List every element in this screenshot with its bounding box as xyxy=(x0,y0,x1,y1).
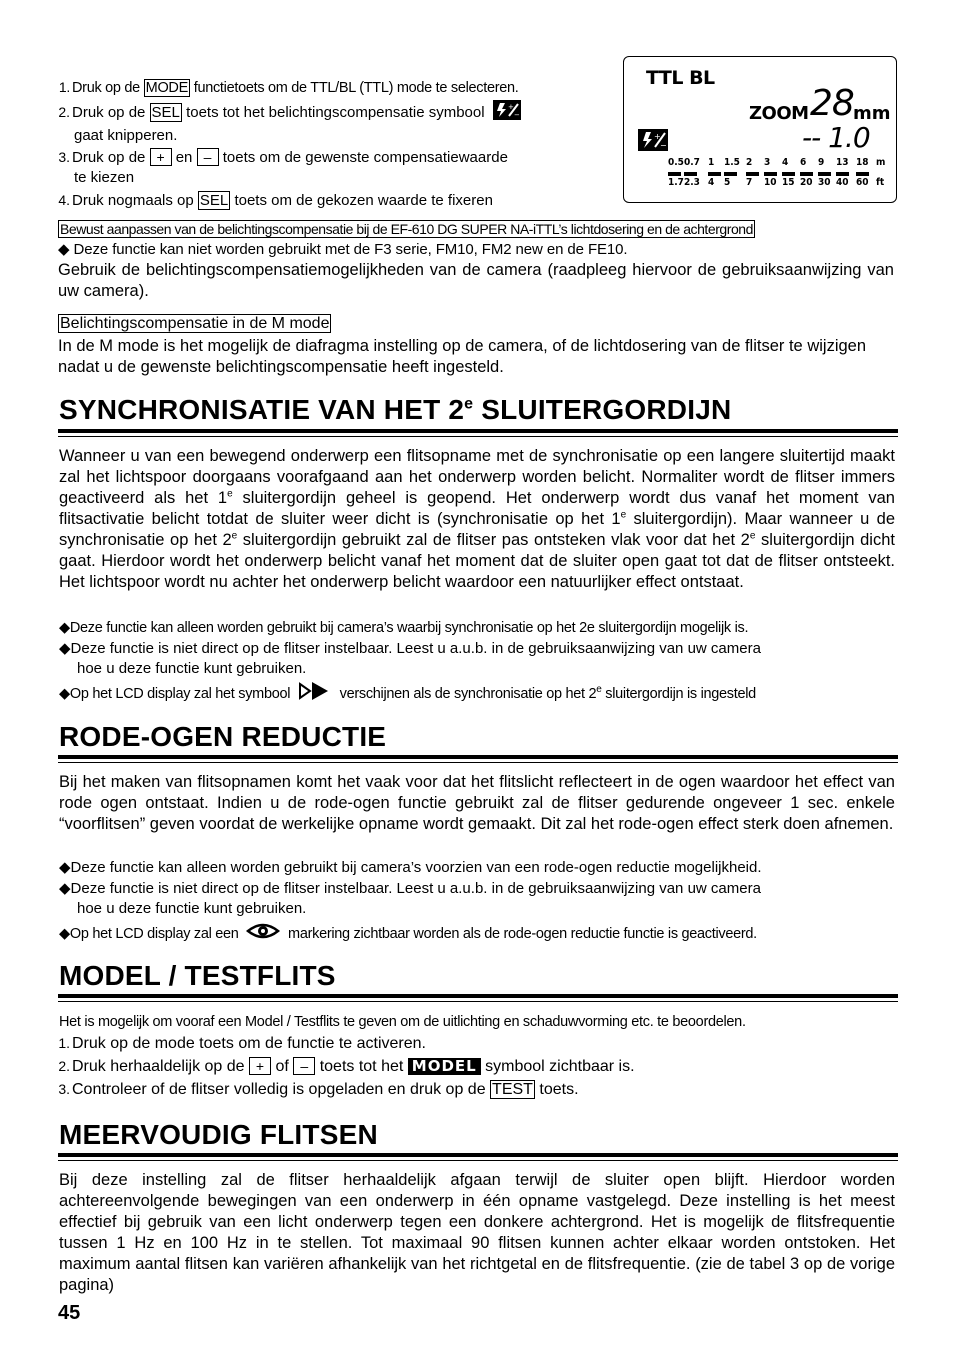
svg-text:−: − xyxy=(513,111,520,119)
section-rule-thin xyxy=(58,762,898,763)
model-step-2: 2. Druk herhaaldelijk op de + of – toets tot het MODEL symbool zichtbaar is. xyxy=(58,1057,635,1076)
step-2: 2. Druk op de SEL toets tot het belichtingscompensatie symbool + − gaat knipperen. xyxy=(56,100,616,146)
sync-bullet-3: ◆Op het LCD display zal het symbool verschijnen als de synchronisatie op het 2e sluitergordijn is ingesteld xyxy=(59,681,899,707)
lcd-flash-comp-icon xyxy=(638,129,668,156)
rear-curtain-sync-icon xyxy=(298,681,332,707)
lcd-scale-segment xyxy=(724,172,737,176)
test-key: TEST xyxy=(492,1081,533,1098)
lcd-scale-segment xyxy=(764,172,777,176)
lcd-scale-segment xyxy=(708,172,721,176)
step-3: 3. Druk op de + en – toets om de gewenste compensatiewaarde te kiezen xyxy=(58,149,508,186)
lcd-comp-value: -- 1.0 xyxy=(802,121,870,154)
sync-paragraph: Wanneer u van een bewegend onderwerp een flitsopname met de synchronisatie op een langere sluitertijd maakt zal het lichtspoor doorgaans voorafgaand aan het onderwerp worden belicht. Normaliter wordt de flitser immers geactiveerd als het 1e sluitergordijn geheel is geopend. Het onderwerp wordt dus vanaf het moment van flitsactivatie belicht totdat de sluiter weer dicht is (synchronisatie op het 1e sluitergordijn). Maar wanneer u de synchronisatie op het 2e sluitergordijn gebruikt zal de flitser pas ontsteken vlak voor dat het 2e sluitergordijn dicht gaat. Hierdoor wordt het onderwerp belicht vanaf het moment dat de sluiter open gaat tot dat de flitser ontsteekt. Het lichtspoor wordt nu achter het onderwerp belicht waardoor een natuurlijker effect ontstaat. xyxy=(59,447,895,591)
lcd-scale-segment xyxy=(800,172,813,176)
lcd-feet-tick: 15 xyxy=(782,177,795,188)
lcd-scale-segment xyxy=(782,172,795,176)
lcd-feet-tick: 2.3 xyxy=(684,177,700,188)
model-step-1: 1. Druk op de mode toets om de functie te activeren. xyxy=(58,1035,426,1052)
red-eye-bullet-3: ◆Op het LCD display zal een markering zichtbaar worden als de rode-ogen reductie functie is geactiveerd. xyxy=(59,921,899,947)
steps-top xyxy=(56,77,616,211)
mode-key: MODE xyxy=(145,80,188,96)
red-eye-bullets xyxy=(59,858,899,947)
lcd-feet-tick: 7 xyxy=(746,177,753,188)
lcd-feet-tick: 10 xyxy=(764,177,777,188)
lcd-meter-tick: 3 xyxy=(764,157,771,168)
lcd-meter-scale xyxy=(624,157,896,173)
lcd-meter-unit: m xyxy=(876,157,886,168)
svg-text:+: + xyxy=(654,132,661,141)
svg-text:−: − xyxy=(660,141,667,150)
plus-key: + xyxy=(249,1057,271,1075)
section-rule-thin xyxy=(58,1160,898,1161)
note1-paragraph: Gebruik de belichtingscompensatiemogelijkheden van de camera (raadpleeg hiervoor de gebruiksaanwijzing van uw camera). xyxy=(58,261,894,300)
lcd-feet-unit: ft xyxy=(876,177,885,188)
lcd-display xyxy=(623,56,897,203)
red-eye-bullet-2: ◆Deze functie is niet direct op de flitser instelbaar. Leest u a.u.b. in de gebruiksaanwijzing van uw camera hoe u deze functie kunt gebruiken. xyxy=(59,880,761,917)
section-title-model: MODEL / TESTFLITS xyxy=(59,960,336,991)
sync-bullets xyxy=(59,618,899,707)
lcd-meter-tick: 6 xyxy=(800,157,807,168)
plus-key: + xyxy=(150,148,172,166)
lcd-meter-tick: 0.7 xyxy=(684,157,700,168)
lcd-meter-tick: 0.5 xyxy=(668,157,684,168)
note1-bullet: ◆ Deze functie kan niet worden gebruikt met de F3 serie, FM10, FM2 new en de FE10. xyxy=(58,241,628,258)
note-heading-2: Belichtingscompensatie in de M mode xyxy=(60,315,330,332)
section-title-sync: SYNCHRONISATIE VAN HET 2e SLUITERGORDIJN xyxy=(59,394,732,425)
lcd-scale-segment xyxy=(856,172,869,176)
eye-icon xyxy=(246,921,280,947)
lcd-feet-tick: 40 xyxy=(836,177,849,188)
note2-paragraph: In de M mode is het mogelijk de diafragma instelling op de camera, of de lichtdosering van de flitser te wijzigen nadat u de gewenste belichtingscompensatie heeft ingesteld. xyxy=(58,337,867,376)
lcd-meter-tick: 9 xyxy=(818,157,825,168)
minus-key: – xyxy=(293,1057,315,1075)
section-title-red-eye: RODE-OGEN REDUCTIE xyxy=(59,721,387,752)
section-rule-thin xyxy=(58,1001,898,1002)
lcd-meter-tick: 18 xyxy=(856,157,869,168)
lcd-scale-segment xyxy=(836,172,849,176)
page-number: 45 xyxy=(58,1302,81,1324)
lcd-mode: TTL BL xyxy=(646,67,715,89)
lcd-feet-tick: 1.7 xyxy=(668,177,684,188)
model-steps xyxy=(56,1033,896,1100)
step-1: 1. Druk op de MODE functietoets om de TTL/BL (TTL) mode te selecteren. xyxy=(58,79,519,96)
svg-text:+: + xyxy=(507,103,514,111)
note-section-2 xyxy=(58,313,898,378)
lcd-scale-segment xyxy=(668,172,681,176)
lcd-feet-tick: 60 xyxy=(856,177,869,188)
flash-compensation-icon xyxy=(493,100,521,126)
lcd-meter-tick: 13 xyxy=(836,157,849,168)
lcd-feet-scale xyxy=(624,177,896,193)
section-rule-thick xyxy=(58,755,898,759)
lcd-feet-tick: 5 xyxy=(724,177,731,188)
lcd-feet-tick: 20 xyxy=(800,177,813,188)
lcd-feet-tick: 30 xyxy=(818,177,831,188)
lcd-meter-tick: 2 xyxy=(746,157,753,168)
step-4: 4. Druk nogmaals op SEL toets om de gekozen waarde te fixeren xyxy=(58,192,493,209)
model-intro: Het is mogelijk om vooraf een Model / Testflits te geven om de uitlichting en schaduwvorming etc. te beoordelen. xyxy=(59,1014,746,1030)
lcd-meter-tick: 1 xyxy=(708,157,715,168)
lcd-zoom-unit: mm xyxy=(853,103,891,124)
sync-bullet-2: ◆Deze functie is niet direct op de flitser instelbaar. Leest u a.u.b. in de gebruiksaanwijzing van uw camera hoe u deze functie kunt gebruiken. xyxy=(59,640,761,677)
model-step-3: 3. Controleer of de flitser volledig is opgeladen en druk op de TEST toets. xyxy=(58,1081,579,1098)
sel-key: SEL xyxy=(151,103,180,121)
note-section-1 xyxy=(58,219,898,302)
lcd-meter-tick: 1.5 xyxy=(724,157,740,168)
section-rule-thick xyxy=(58,994,898,998)
lcd-scale-segment xyxy=(684,172,697,176)
section-rule-thick xyxy=(58,429,898,433)
model-symbol-icon: MODEL xyxy=(408,1058,481,1075)
sync-bullet-1: ◆Deze functie kan alleen worden gebruikt bij camera’s waarbij synchronisatie op het 2e sluitergordijn mogelijk is. xyxy=(59,620,749,636)
section-rule-thick xyxy=(58,1153,898,1157)
note-heading-1: Bewust aanpassen van de belichtingscompensatie bij de EF-610 DG SUPER NA-iTTL’s lichtdosering en de achtergrond xyxy=(60,221,753,237)
lcd-meter-tick: 4 xyxy=(782,157,789,168)
minus-key: – xyxy=(197,148,219,166)
red-eye-bullet-1: ◆Deze functie kan alleen worden gebruikt bij camera’s voorzien van een rode-ogen reductie mogelijkheid. xyxy=(59,859,762,876)
lcd-scale-segment xyxy=(818,172,831,176)
sel-key: SEL xyxy=(199,192,229,209)
lcd-scale-segment xyxy=(746,172,759,176)
section-rule-thin xyxy=(58,436,898,437)
lcd-zoom-label: ZOOM xyxy=(749,103,809,124)
multi-flash-paragraph: Bij deze instelling zal de flitser herhaaldelijk afgaan terwijl de sluiter open blijft. Hierdoor worden achtereenvolgende bewegingen van een onderwerp in één opname vastgelegd. Deze instelling is het meest effectief bij gebruik van een licht onderwerp tegen een donkere achtergrond. Het is mogelijk de flitsfrequentie tussen 1 Hz en 100 Hz in te stellen. Tot maximaal 90 flitsen kunnen achter elkaar worden ontstoken. Het maximum aantal flitsen kan variëren afhankelijk van het richtgetal en de flitsfrequentie. (zie de tabel 3 op de vorige pagina) xyxy=(59,1171,895,1294)
lcd-zoom-value: 28 xyxy=(810,83,854,124)
section-title-multi-flash: MEERVOUDIG FLITSEN xyxy=(59,1119,378,1150)
red-eye-paragraph: Bij het maken van flitsopnamen komt het vaak voor dat het flitslicht reflecteert in de ogen waardoor het effect van rode ogen ontstaat. Indien u de rode-ogen functie gebruikt zal de flitser gedurende ongeveer 1 sec. enkele “voorflitsen” geven voordat de werkelijke opname wordt gemaakt. Dit zal het rode-ogen effect sterk doen afnemen. xyxy=(59,773,895,833)
lcd-feet-tick: 4 xyxy=(708,177,715,188)
